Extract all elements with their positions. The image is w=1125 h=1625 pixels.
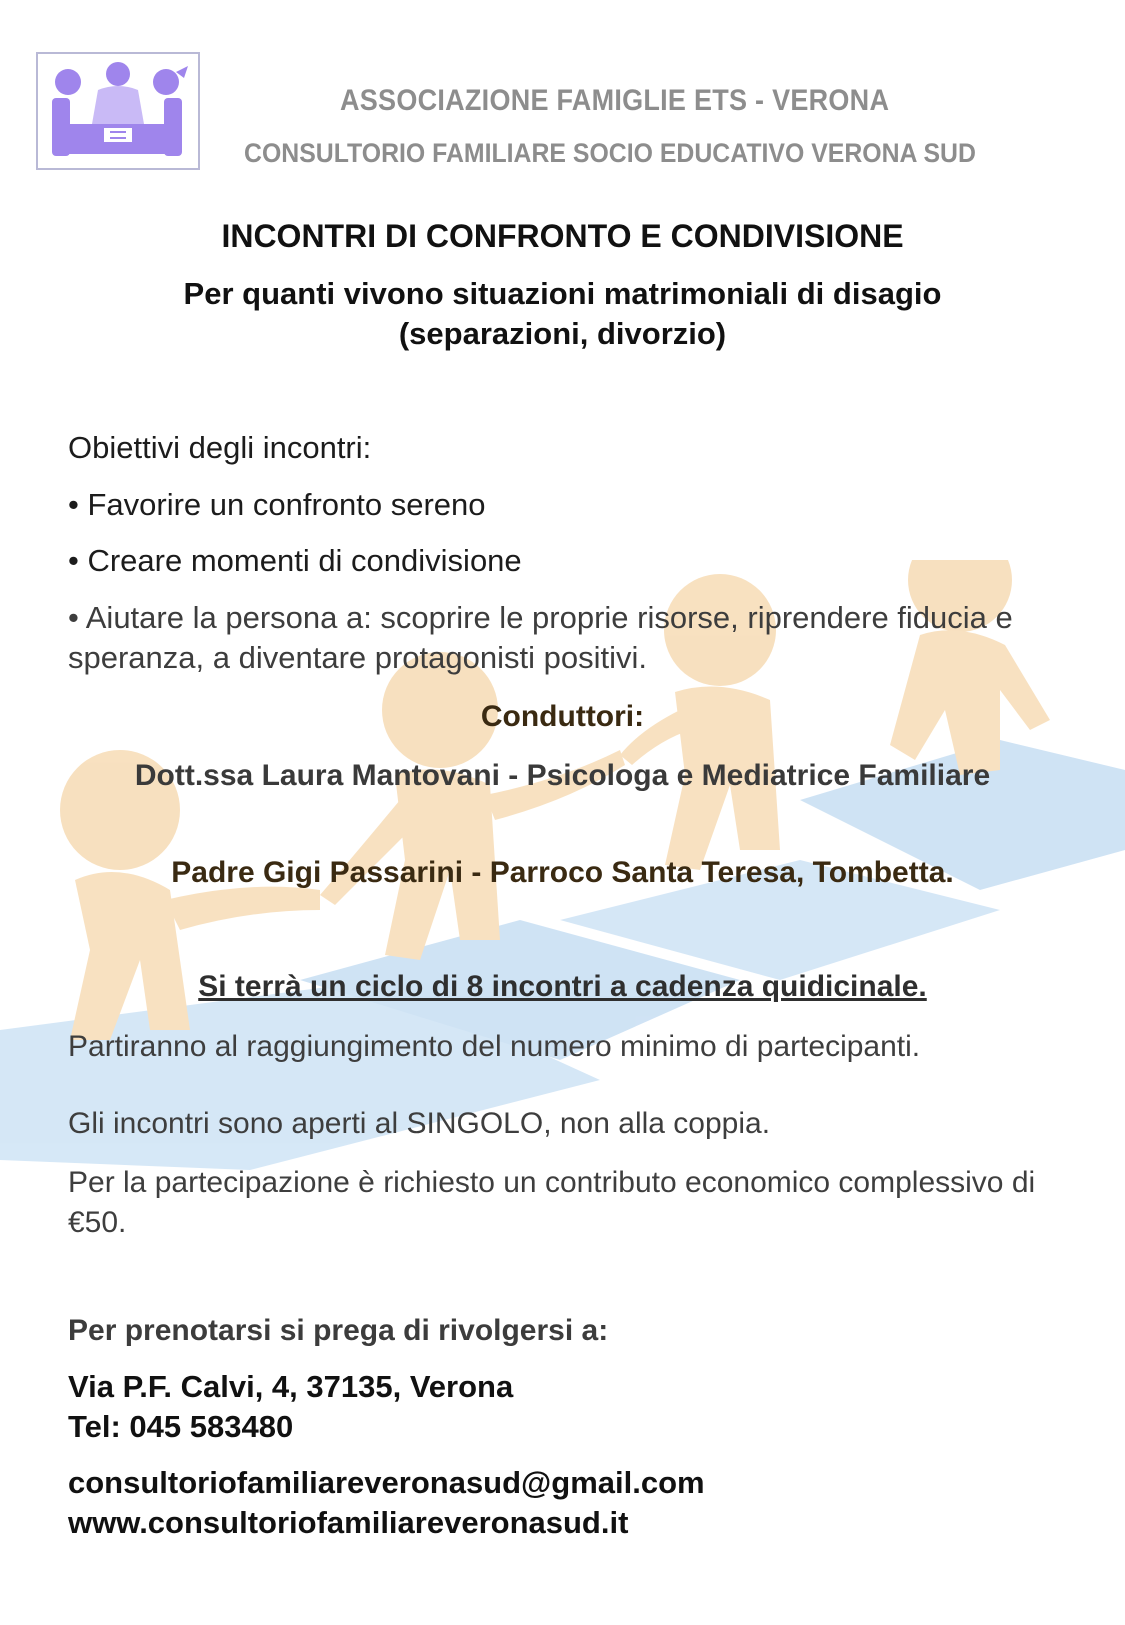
conductor-item: Dott.ssa Laura Mantovani - Psicologa e Mediatrice Familiare xyxy=(134,759,991,792)
objective-item: • Favorire un confronto sereno xyxy=(68,487,486,522)
contact-phone: Tel: 045 583480 xyxy=(68,1409,294,1444)
single-info: Gli incontri sono aperti al SINGOLO, non alla coppia. xyxy=(68,1107,771,1140)
conductor-item: Padre Gigi Passarini - Parroco Santa Teresa, Tombetta. xyxy=(171,856,954,889)
subtitle-line: (separazioni, divorzio) xyxy=(398,316,727,351)
org-name: ASSOCIAZIONE FAMIGLIE ETS - VERONA xyxy=(340,84,890,117)
family-counseling-logo-icon xyxy=(38,54,198,168)
start-info: Partiranno al raggiungimento del numero minimo di partecipanti. xyxy=(68,1030,921,1063)
org-subtitle: CONSULTORIO FAMILIARE SOCIO EDUCATIVO VERONA SUD xyxy=(244,138,976,168)
objective-item: • Aiutare la persona a: scoprire le proprie risorse, riprendere fiducia e speranza, a diventare protagonisti positivi. xyxy=(68,600,1013,675)
objectives-heading: Obiettivi degli incontri: xyxy=(68,430,372,465)
contact-address: Via P.F. Calvi, 4, 37135, Verona xyxy=(68,1369,514,1404)
fee-info: Per la partecipazione è richiesto un contributo economico complessivo di €50. xyxy=(68,1166,1036,1239)
objective-item: • Creare momenti di condivisione xyxy=(68,543,522,578)
booking-heading: Per prenotarsi si prega di rivolgersi a: xyxy=(68,1314,609,1347)
conductors-heading: Conduttori: xyxy=(480,700,645,733)
logo xyxy=(36,52,200,170)
subtitle-line: Per quanti vivono situazioni matrimoniali di disagio xyxy=(183,276,942,311)
cycle-info: Si terrà un ciclo di 8 incontri a cadenza quidicinale. xyxy=(198,970,927,1003)
page-title: INCONTRI DI CONFRONTO E CONDIVISIONE xyxy=(221,218,904,254)
page-subtitle xyxy=(0,274,1125,354)
contact-email[interactable]: consultoriofamiliareveronasud@gmail.com xyxy=(68,1465,705,1500)
contact-website[interactable]: www.consultoriofamiliareveronasud.it xyxy=(68,1505,629,1540)
